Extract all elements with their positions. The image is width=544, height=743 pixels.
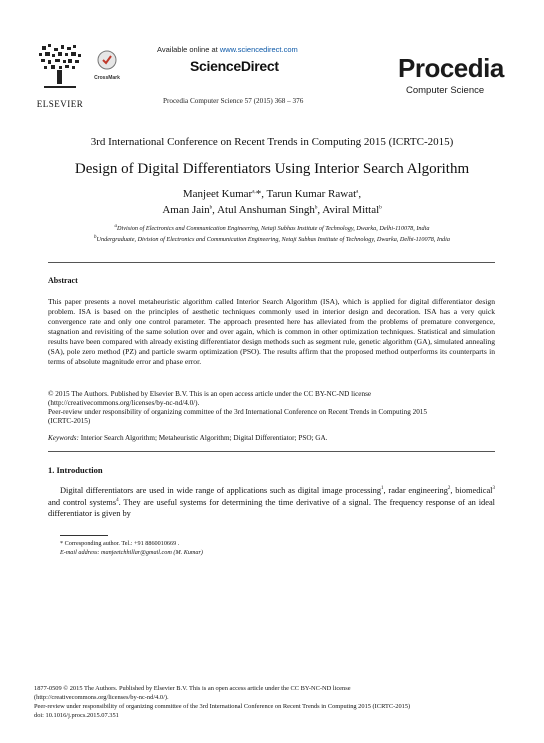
crossmark-icon [97,50,117,70]
author-name: Aman Jain [162,204,210,216]
authors-line-2 [0,204,544,216]
citation-sup: 4 [116,497,119,503]
author-name: , Aviral Mittal [317,204,380,216]
crossmark-badge[interactable] [92,50,122,81]
copyright-line: © 2015 The Authors. Published by Elsevier B.V. This is an open access article under the CC BY-NC-ND license [48,390,372,398]
sciencedirect-link[interactable]: www.sciencedirect.com [219,45,298,54]
citation-sup: 2 [447,486,451,492]
affiliation-a [0,225,544,232]
procedia-subtitle: Computer Science [406,85,485,96]
keywords-text: Interior Search Algorithm; Metaheuristic Algorithm; Digital Differentiator; PSO; GA. [78,434,328,442]
procedia-logo: Procedia [398,53,504,83]
intro-paragraph [48,485,495,520]
elsevier-logo [34,42,86,109]
corresponding-star: * [255,188,262,200]
author-affil-sup: a, [252,189,256,195]
abstract-heading: Abstract [48,276,78,285]
journal-reference: Procedia Computer Science 57 (2015) 368 – 376 [163,97,304,105]
citation-sup: 1 [381,486,384,492]
footnote-rule [60,535,108,536]
available-online-prefix: Available online at [157,45,220,54]
author-affil-sup: b [209,205,213,211]
author-name: , Atul Anshuman Singh [212,204,315,216]
author-affil-sup: b [314,205,318,211]
doi[interactable]: doi: 10.1016/j.procs.2015.07.351 [34,712,119,719]
intro-text: . They are useful systems for determining the time derivative of a signal. The frequency response of an ideal differentiator is given by [48,497,495,518]
sciencedirect-wordmark: ScienceDirect [190,58,279,74]
paper-title: Design of Digital Differentiators Using Interior Search Algorithm [74,161,470,177]
author-separator: , [358,188,362,200]
copyright-block [48,390,495,426]
divider [48,451,495,452]
license-link[interactable]: (http://creativecommons.org/licenses/by-nc-nd/4.0/). [48,399,200,407]
authors-line-1 [0,188,544,200]
conference-line: 3rd International Conference on Recent Trends in Computing 2015 (ICRTC-2015) [90,136,454,148]
keywords [48,434,495,443]
affiliation-sup: a [114,223,118,229]
crossmark-label: CrossMark [94,75,120,81]
intro-text: , radar engineering [383,486,448,495]
available-online [157,45,298,54]
footer-license-link[interactable]: (http://creativecommons.org/licenses/by-nc-nd/4.0/). [34,694,169,701]
affiliation-b [0,236,544,243]
keywords-label: Keywords: [48,434,79,442]
footnote [60,539,480,557]
elsevier-tree-icon [34,42,86,92]
citation-sup: 3 [492,486,495,492]
footer-line: 1877-0509 © 2015 The Authors. Published by Elsevier B.V. This is an open access article under the CC BY-NC-ND license [34,685,351,692]
intro-text: Digital differentiators are used in wide range of applications such as digital image processing [60,486,382,495]
email-line [60,548,480,557]
email-label: E-mail address: [60,549,100,556]
footer [34,684,514,720]
abstract-text: This paper presents a novel metaheuristic algorithm called Interior Search Algorithm (ISA), which is applied for digital differentiator design problem. ISA is based on the principles of aesthetic techniques commonly used in interior design and decoration. ISA has a very quick convergence rate and only one control parameter. The approach presented here has alleviated from the problems of premature convergence, stagnation and revisiting of the same solution over and over again, which is common in other optimization techniques. Statistical and simulation results have been compared with already existing differentiator design methods such as segment rule, genetic algorithm (GA), simulated annealing (SA), pole zero method (PZ) and particle swarm optimization (PSO). The results affirm that the proposed method outperforms its counterparts in terms of absolute magnitude error and phase error. [48,297,495,366]
author-affil-sup: b [379,205,382,211]
affiliation-text: Undergraduate, Division of Electronics and Communication Engineering, Netaji Subhas Institute of Technology, Dwarka, Delhi-110078, India [96,236,450,243]
intro-text: and control systems [48,497,117,507]
footer-line: Peer-review under responsibility of organizing committee of the 3rd International Conference on Recent Trends in Computing 2015 (ICRTC-2015) [34,703,411,710]
divider [48,262,495,263]
intro-text: , biomedical [450,486,493,495]
section-heading: 1. Introduction [48,465,103,475]
elsevier-wordmark: ELSEVIER [36,99,84,109]
corresponding-author: * Corresponding author. Tel.: +91 8860010669 . [60,540,180,547]
email-address[interactable]: manjeetchhillar@gmail.com (M. Kumar) [99,549,203,556]
peer-review-line: (ICRTC-2015) [48,417,91,425]
affiliation-text: Division of Electronics and Communication Engineering, Netaji Subhas Institute of Technology, Dwarka, Delhi-110078, India [117,225,430,232]
author-name: Manjeet Kumar [182,188,253,200]
peer-review-line: Peer-review under responsibility of organizing committee of the 3rd International Conference on Recent Trends in Computing 2015 [48,408,427,416]
author-name: , Tarun Kumar Rawat [261,188,357,200]
affiliation-sup: b [94,234,97,240]
author-affil-sup: a [356,189,359,195]
